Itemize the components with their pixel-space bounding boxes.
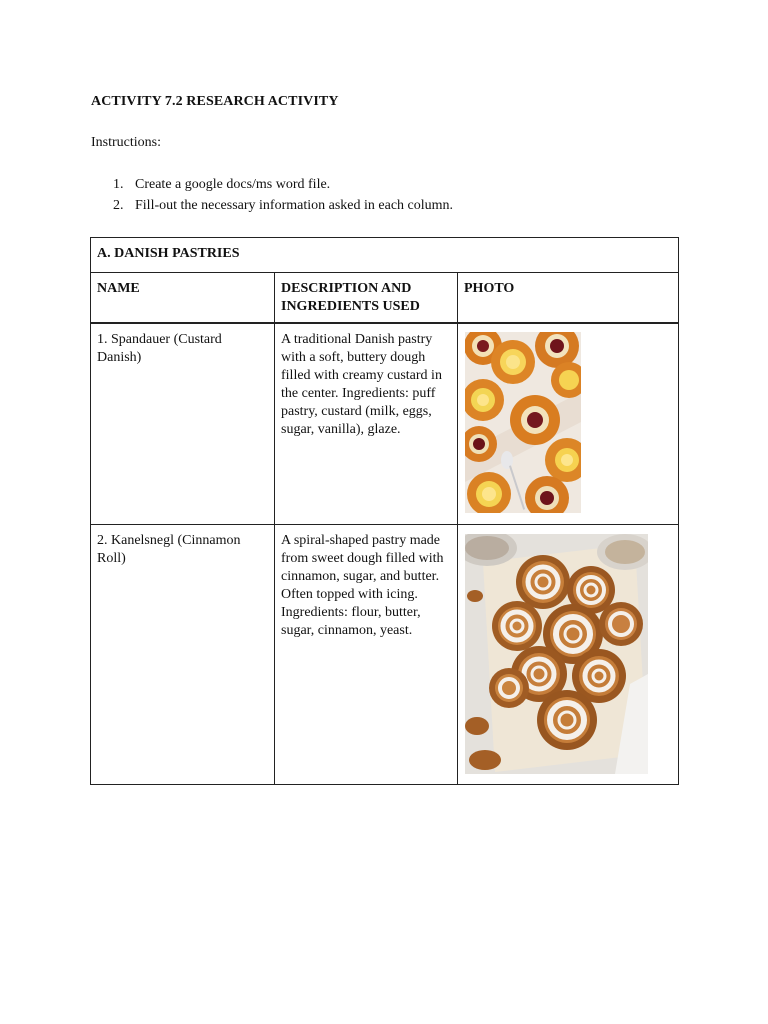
instructions-label: Instructions:: [91, 135, 161, 150]
section-title: A. DANISH PASTRIES: [91, 238, 679, 273]
pastry-description-cell: A traditional Danish pastry with a soft, buttery dough filled with creamy custard in the center. Ingredients: puff pastry, custard (milk, eggs, sugar, vanilla), glaze.: [275, 323, 458, 525]
column-header-photo: PHOTO: [458, 273, 679, 324]
danish-pastries-table: [90, 237, 679, 785]
pastry-description-cell: A spiral-shaped pastry made from sweet dough filled with cinnamon, sugar, and butter. Often topped with icing. Ingredients: flour, butter, sugar, cinnamon, yeast.: [275, 525, 458, 785]
list-item-text: Fill-out the necessary information asked in each column.: [135, 198, 454, 213]
pastry-name-cell: 1. Spandauer (Custard Danish): [91, 323, 275, 525]
column-header-name: NAME: [91, 273, 275, 324]
list-item-text: Create a google docs/ms word file.: [135, 177, 331, 192]
cinnamon-roll-photo: [465, 534, 648, 774]
list-item-number: 1.: [113, 177, 124, 192]
pastry-photo-cell: [458, 525, 679, 785]
table-row: [91, 323, 679, 525]
list-item: [113, 197, 453, 218]
table-header-row: [91, 273, 679, 324]
pastry-name-cell: 2. Kanelsnegl (Cinnamon Roll): [91, 525, 275, 785]
instructions-list: [113, 176, 453, 218]
table-row: [91, 525, 679, 785]
custard-danish-photo: [465, 332, 581, 513]
column-header-description: DESCRIPTION AND INGREDIENTS USED: [275, 273, 458, 324]
table-section-row: [91, 238, 679, 273]
list-item-number: 2.: [113, 198, 124, 213]
pastry-photo-cell: [458, 323, 679, 525]
list-item: [113, 176, 453, 197]
page-title: ACTIVITY 7.2 RESEARCH ACTIVITY: [91, 94, 339, 109]
